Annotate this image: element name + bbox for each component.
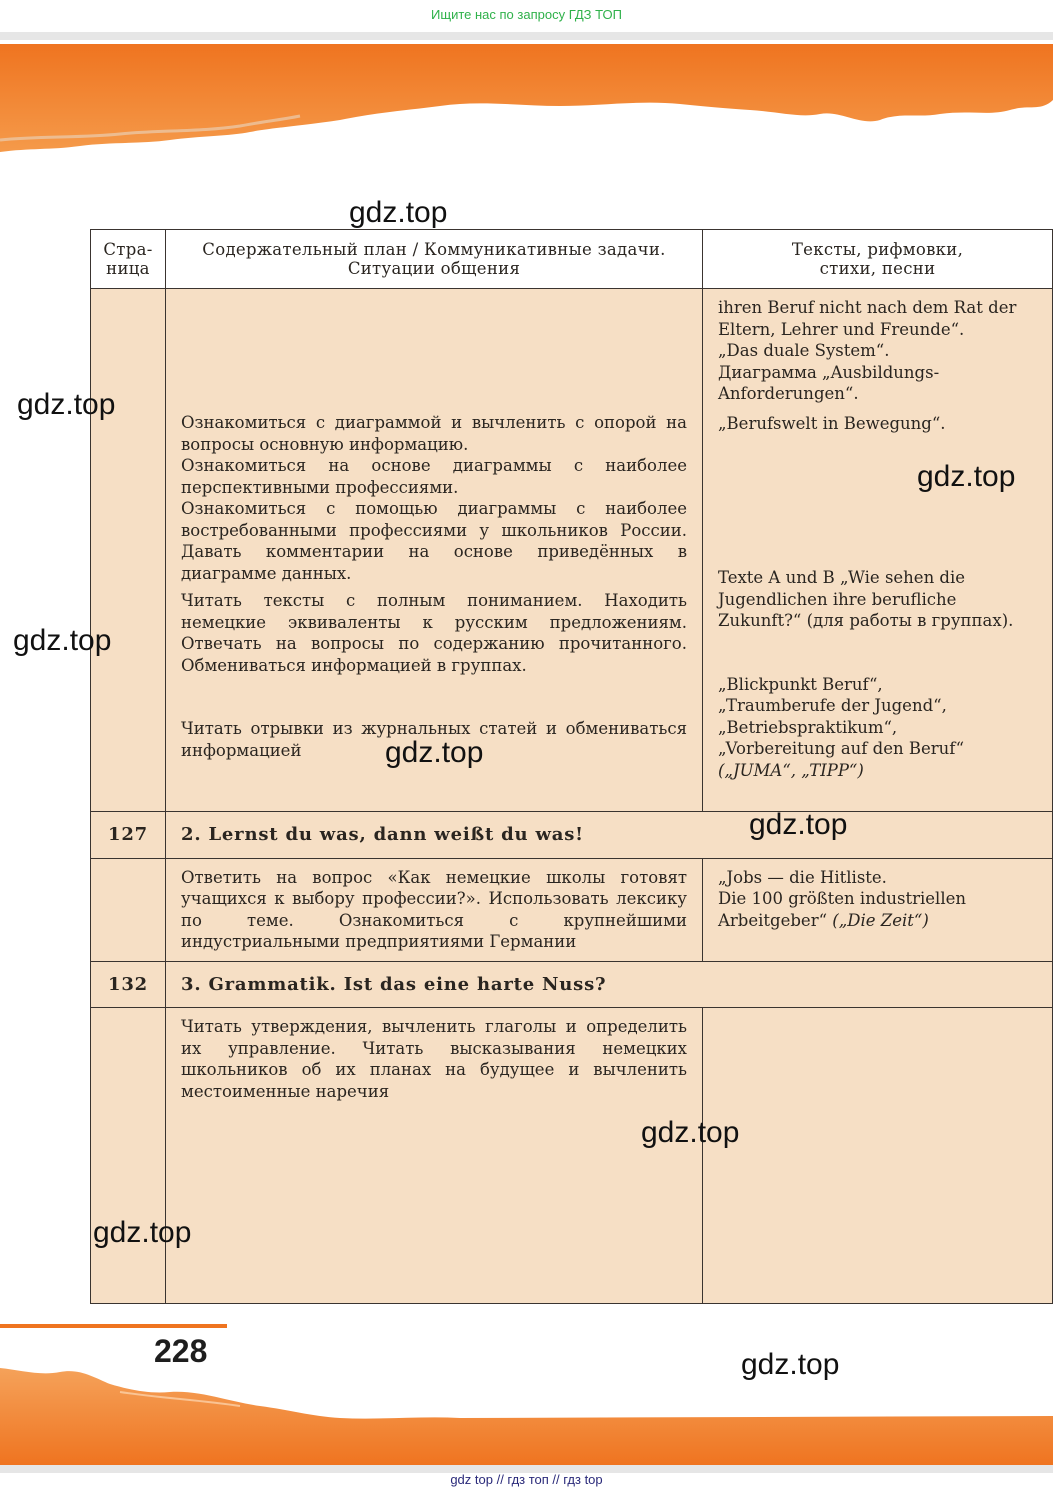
lesson-plan-table — [90, 229, 1053, 1304]
watermark: gdz.top — [641, 1116, 740, 1149]
text-item: „Jobs — die Hitliste. — [718, 867, 887, 887]
text-item-source: („Die Zeit“) — [832, 910, 929, 930]
texts-cell — [703, 289, 1053, 812]
watermark: gdz.top — [17, 388, 116, 421]
text-item-source: („JUMA“, „TIPP“) — [718, 760, 864, 780]
header-texts: Тексты, рифмовки, стихи, песни — [703, 230, 1053, 289]
text-item: „Traumberufe der Jugend“, — [718, 696, 947, 715]
text-item: „Blickpunkt Beruf“, — [718, 674, 883, 694]
table-row — [91, 858, 1053, 961]
plan-item: Читать тексты с полным пониманием. Находить немецкие эквиваленты к русским предложениям. Отвечать на вопросы по содержанию прочитанного. Обмениваться информацией в группах. — [181, 591, 687, 675]
table-row — [91, 1008, 1053, 1304]
plan-cell: Читать утверждения, вычленить глаголы и определить их управление. Читать высказывания немецких школьников об их планах на будущее и вычленить местоименные наречия — [166, 1008, 703, 1304]
header-plan: Содержательный план / Коммуникативные задачи. Ситуации общения — [166, 230, 703, 289]
section-row — [91, 812, 1053, 859]
plan-cell: Ответить на вопрос «Как немецкие школы готовят учащихся к выбору профессии?». Использовать лексику по теме. Ознакомиться с крупнейшими индустриальными предприятиями Германии — [166, 858, 703, 961]
watermark: gdz.top — [749, 808, 848, 841]
plan-item: Читать отрывки из журнальных статей и обмениваться информацией — [181, 719, 687, 760]
plan-item: Ознакомиться на основе диаграммы с наиболее перспективными профессиями. — [181, 456, 687, 497]
section-page-number: 127 — [91, 812, 166, 859]
top-orange-band — [0, 40, 1053, 170]
table-header-row — [91, 230, 1053, 289]
text-item: Die 100 größten industriellen Arbeitgeber“ — [718, 889, 966, 930]
plan-cell — [166, 289, 703, 812]
watermark: gdz.top — [741, 1348, 840, 1381]
text-item: Диаграмма „Ausbildungs-Anforderungen“. — [718, 362, 940, 403]
texts-cell — [703, 1008, 1053, 1304]
text-item: „Vorbereitung auf den Beruf“ — [718, 739, 965, 758]
header-page: Стра- ница — [91, 230, 166, 289]
plan-item: Ознакомиться с диаграммой и вычленить с опорой на вопросы основную информацию. — [181, 413, 687, 454]
search-banner[interactable]: Ищите нас по запросу ГДЗ ТОП — [431, 7, 622, 22]
text-item: „Betriebspraktikum“, — [718, 717, 898, 737]
watermark: gdz.top — [13, 624, 112, 657]
page-cell — [91, 858, 166, 961]
watermark: gdz.top — [93, 1216, 192, 1249]
section-page-number: 132 — [91, 961, 166, 1008]
watermark: gdz.top — [917, 460, 1016, 493]
footer-links[interactable]: gdz top // гдз топ // гдз top — [450, 1472, 603, 1487]
table-row — [91, 289, 1053, 812]
text-item: Texte A und B „Wie sehen die Jugendlichen ihre berufliche Zukunft?“ (для работы в группах). — [718, 568, 1014, 630]
page-cell — [91, 1008, 166, 1304]
plan-item: Ознакомиться с помощью диаграммы с наиболее востребованными профессиями у школьников России. Давать комментарии на основе приведённых в диаграмме данных. — [181, 499, 687, 583]
section-title: 3. Grammatik. Ist das eine harte Nuss? — [166, 961, 1053, 1008]
page-number: 228 — [154, 1333, 208, 1369]
watermark: gdz.top — [349, 196, 448, 229]
page-cell — [91, 289, 166, 812]
section-row — [91, 961, 1053, 1008]
text-item: ihren Beruf nicht nach dem Rat der Eltern, Lehrer und Freunde“. — [718, 298, 1017, 339]
text-item: „Das duale System“. — [718, 341, 890, 360]
text-item: „Berufswelt in Bewegung“. — [718, 413, 946, 433]
watermark: gdz.top — [385, 736, 484, 769]
texts-cell — [703, 858, 1053, 961]
top-divider — [0, 32, 1053, 40]
section-title: 2. Lernst du was, dann weißt du was! — [166, 812, 1053, 859]
